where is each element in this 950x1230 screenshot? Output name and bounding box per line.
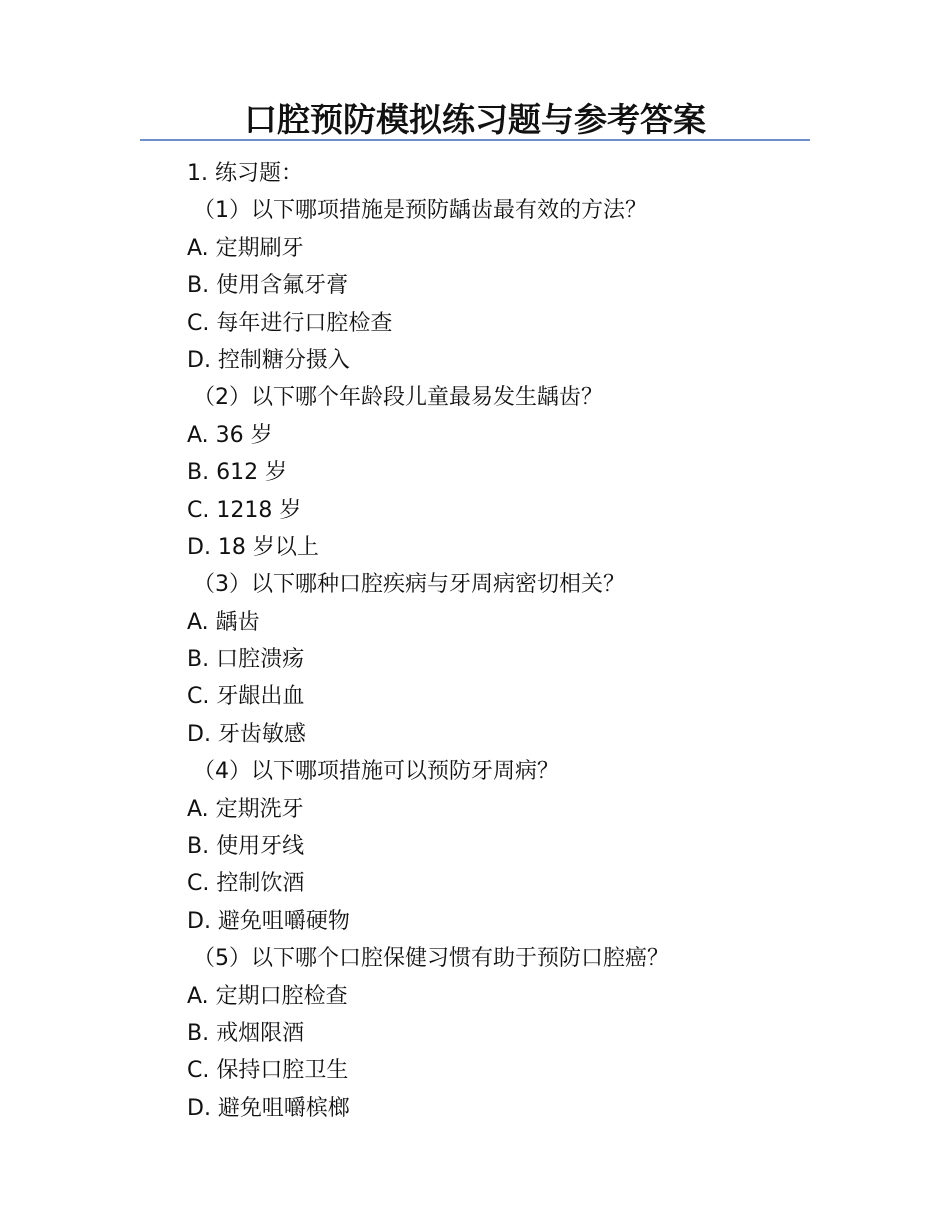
answer-option: B. 612 岁 bbox=[187, 460, 288, 486]
answer-option: D. 18 岁以上 bbox=[187, 534, 319, 560]
title-underline bbox=[140, 139, 810, 141]
page-title: 口腔预防模拟练习题与参考答案 bbox=[244, 100, 706, 139]
answer-option: A. 定期刷牙 bbox=[187, 235, 304, 261]
answer-option: D. 避免咀嚼槟榔 bbox=[187, 1095, 350, 1121]
answer-option: A. 定期洗牙 bbox=[187, 796, 304, 822]
answer-option: C. 每年进行口腔检查 bbox=[187, 310, 393, 336]
exercise-content bbox=[187, 155, 807, 1127]
answer-option: D. 避免咀嚼硬物 bbox=[187, 908, 350, 934]
answer-option: C. 牙龈出血 bbox=[187, 684, 305, 710]
question-text: （1）以下哪项措施是预防龋齿最有效的方法？ bbox=[193, 198, 647, 224]
answer-option: B. 使用含氟牙膏 bbox=[187, 273, 349, 299]
section-heading: 1. 练习题： bbox=[187, 161, 303, 186]
question-text: （4）以下哪项措施可以预防牙周病？ bbox=[193, 759, 559, 785]
answer-option: B. 使用牙线 bbox=[187, 834, 305, 860]
answer-option: B. 戒烟限酒 bbox=[187, 1020, 305, 1046]
answer-option: A. 定期口腔检查 bbox=[187, 983, 348, 1009]
question-text: （2）以下哪个年龄段儿童最易发生龋齿？ bbox=[193, 385, 603, 411]
answer-option: C. 1218 岁 bbox=[187, 497, 302, 523]
answer-option: C. 保持口腔卫生 bbox=[187, 1058, 349, 1084]
answer-option: D. 牙齿敏感 bbox=[187, 721, 306, 747]
question-text: （5）以下哪个口腔保健习惯有助于预防口腔癌？ bbox=[193, 946, 669, 972]
answer-option: C. 控制饮酒 bbox=[187, 871, 305, 897]
answer-option: D. 控制糖分摄入 bbox=[187, 347, 350, 373]
answer-option: B. 口腔溃疡 bbox=[187, 647, 305, 673]
answer-option: A. 龋齿 bbox=[187, 609, 260, 635]
answer-option: A. 36 岁 bbox=[187, 422, 273, 448]
question-text: （3）以下哪种口腔疾病与牙周病密切相关？ bbox=[193, 572, 625, 598]
